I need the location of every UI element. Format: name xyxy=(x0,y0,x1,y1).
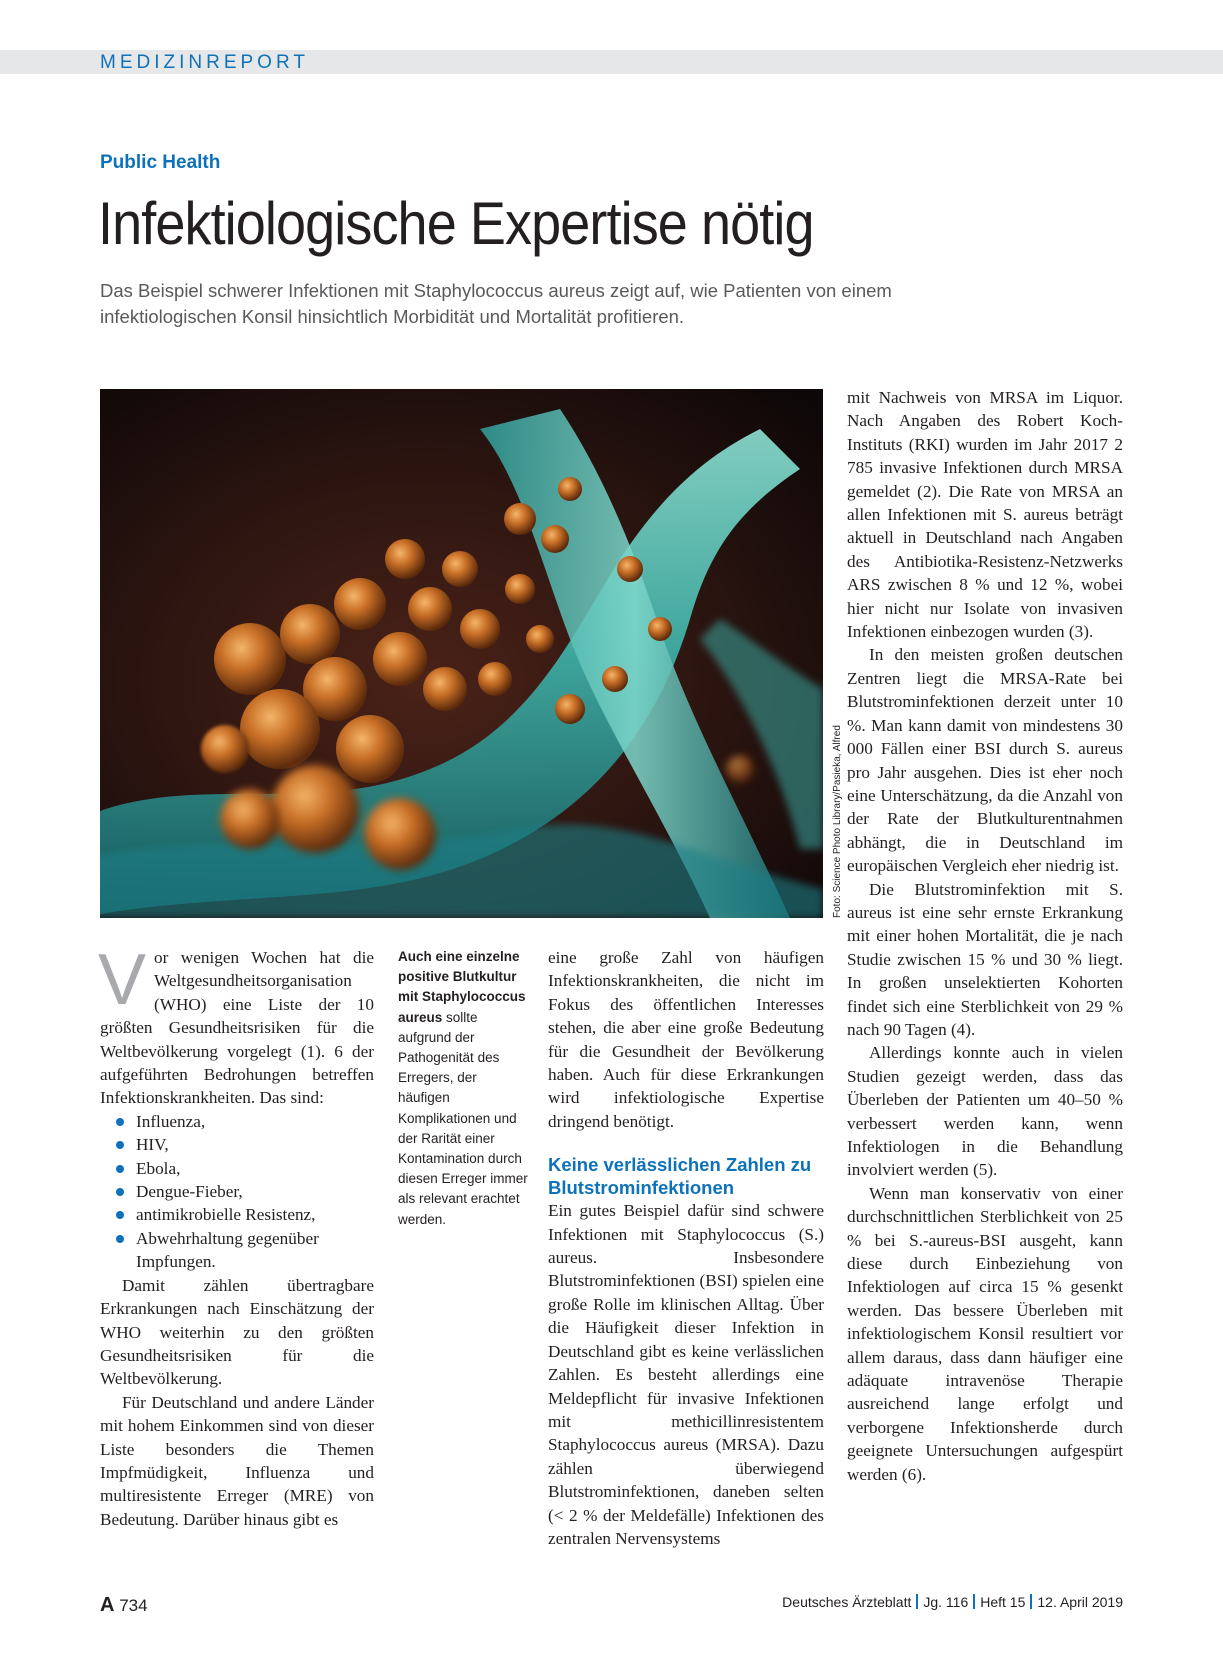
column-3 xyxy=(548,946,824,1550)
journal-volume: Jg. 116 xyxy=(923,1594,969,1610)
body-paragraph: Ein gutes Beispiel dafür sind schwere Infektionen mit Staphylococcus (S.) aureus. Insbesondere Blutstrominfektionen (BSI) spielen eine große Rolle im klinischen Alltag. Über die Häufigkeit dieser Infektion in Deutschland gibt es keine verlässlichen Zahlen. Es besteht allerdings eine Meldepflicht für invasive Infektionen mit methicillinresistentem Staphylococcus aureus (MRSA). Dazu zählen überwiegend Blutstrominfektionen, daneben selten (< 2 % der Meldefälle) Infektionen des zentralen Nervensystems xyxy=(548,1201,824,1548)
photo-caption xyxy=(398,947,530,1230)
separator-bar xyxy=(973,1594,975,1609)
body-paragraph: In den meisten großen deutschen Zentren liegt die MRSA-Rate bei Blutstrominfektionen derzeit unter 10 %. Man kann damit von mindestens 30 000 Fällen einer BSI durch S. aureus pro Jahr ausgehen. Dies ist eher noch eine Unterschätzung, da die Anzahl von der Rate der Blutkulturentnahmen abhängt, die in Deutschland im europäischen Vergleich eher niedrig ist. xyxy=(847,645,1123,876)
page-number-value: 734 xyxy=(119,1596,148,1615)
lead-line: Das Beispiel schwerer Infektionen mit Staphylococcus aureus zeigt auf, wie Patienten von einem xyxy=(100,280,892,301)
article-kicker: Public Health xyxy=(100,152,221,173)
article-title: Infektiologische Expertise nötig xyxy=(98,190,814,257)
lead-line: infektiologischen Konsil hinsichtlich Morbidität und Mortalität profitieren. xyxy=(100,306,685,327)
article-lead xyxy=(100,278,1030,330)
separator-bar xyxy=(916,1594,918,1609)
body-paragraph: Für Deutschland und andere Länder mit hohem Einkommen sind von dieser Liste besonders die Themen Impfmüdigkeit, Influenza und multiresistente Erreger (MRE) von Bedeutung. Darüber hinaus gibt es xyxy=(100,1392,374,1529)
column-4 xyxy=(847,386,1123,1486)
drop-cap: V xyxy=(98,940,147,1020)
list-item: Influenza, xyxy=(114,1110,374,1133)
bullet-dot-icon xyxy=(116,1118,124,1126)
body-paragraph: Die Blutstrominfektion mit S. aureus ist eine sehr ernste Erkrankung mit einer hohen Mortalität, die je nach Studie zwischen 15 % und 30 % liegt. In großen unselektierten Kohorten findet sich eine Sterblichkeit von 29 % nach 90 Tagen (4). xyxy=(847,879,1123,1039)
list-item: Dengue-Fieber, xyxy=(114,1180,374,1203)
list-item: HIV, xyxy=(114,1133,374,1156)
page-prefix: A xyxy=(100,1594,115,1616)
bullet-dot-icon xyxy=(116,1165,124,1173)
journal-footer xyxy=(782,1594,1123,1610)
journal-name: Deutsches Ärzteblatt xyxy=(782,1594,912,1610)
caption-text: sollte aufgrund der Pathogenität des Erregers, der häufigen Komplikationen und der Rarität einer Kontamination durch diesen Erreger immer als relevant erachtet werden. xyxy=(398,1009,528,1227)
list-item: Abwehrhaltung gegenüber Impfungen. xyxy=(114,1227,374,1274)
risk-list xyxy=(100,1110,374,1274)
bacteria-photo xyxy=(100,389,823,918)
journal-date: 12. April 2019 xyxy=(1037,1594,1123,1610)
bullet-dot-icon xyxy=(116,1235,124,1243)
section-subheading: Keine verlässlichen Zahlen zu Blutstrominfektionen xyxy=(548,1154,812,1199)
body-paragraph: Allerdings konnte auch in vielen Studien gezeigt werden, dass das Überleben der Patienten um 40–50 % verbessert werden kann, wenn Infektiologen in die Behandlung involviert werden (5). xyxy=(847,1043,1123,1180)
body-paragraph: eine große Zahl von häufigen Infektionskrankheiten, die nicht im Fokus des öffentlichen Interesses stehen, die aber eine große Bedeutung für die Gesundheit der Bevölkerung haben. Auch für diese Erkrankungen wird infektiologische Expertise dringend benötigt. xyxy=(548,948,824,1131)
photo-credit-text: Foto: Science Photo Library/Pasieka, Alfred xyxy=(832,725,843,918)
intro-text: or wenigen Wochen hat die Weltgesundheitsorganisation (WHO) eine Liste der 10 größten Gesundheitsrisiken für die Weltbevölkerung vorgelegt (1). 6 der aufgeführten Bedrohungen betreffen Infektionskrankheiten. Das sind: xyxy=(100,948,374,1108)
column-1 xyxy=(98,940,374,1531)
separator-bar xyxy=(1030,1594,1032,1609)
section-label: MEDIZINREPORT xyxy=(100,52,309,73)
body-paragraph: mit Nachweis von MRSA im Liquor. Nach Angaben des Robert Koch-Instituts (RKI) wurden im Jahr 2017 2 785 invasive Infektionen durch MRSA gemeldet (2). Die Rate von MRSA an allen Infektionen mit S. aureus beträgt aktuell in Deutschland nach Angaben des Antibiotika-Resistenz-Netzwerks ARS zwischen 8 % und 12 %, wobei hier nicht nur Isolate von invasiven Infektionen einbezogen wurden (3). xyxy=(847,388,1123,642)
bullet-dot-icon xyxy=(116,1211,124,1219)
bullet-dot-icon xyxy=(116,1188,124,1196)
caption-bold: Auch eine einzelne positive Blutkultur mit Staphylococcus aureus xyxy=(398,949,526,1025)
page-number xyxy=(100,1594,148,1617)
list-item: Ebola, xyxy=(114,1157,374,1180)
bullet-dot-icon xyxy=(116,1141,124,1149)
body-paragraph: Wenn man konservativ von einer durchschnittlichen Sterblichkeit von 25 % bei S.-aureus-BSI ausgeht, kann diese durch Einbeziehung von Infektiologen auf circa 15 % gesenkt werden. Das bessere Überleben mit infektiologischem Konsil resultiert vor allem daraus, dass dann häufiger eine adäquate intravenöse Therapie ausreichend lange erfolgt und verborgene Infektionsherde durch geeignete Untersuchungen aufgespürt werden (6). xyxy=(847,1183,1123,1484)
journal-issue: Heft 15 xyxy=(980,1594,1026,1610)
list-item: antimikrobielle Resistenz, xyxy=(114,1203,374,1226)
bacteria-illustration xyxy=(100,389,823,918)
body-paragraph: Damit zählen übertragbare Erkrankungen nach Einschätzung der WHO weiterhin zu den größten Gesundheitsrisiken für die Weltbevölkerung. xyxy=(100,1275,374,1389)
